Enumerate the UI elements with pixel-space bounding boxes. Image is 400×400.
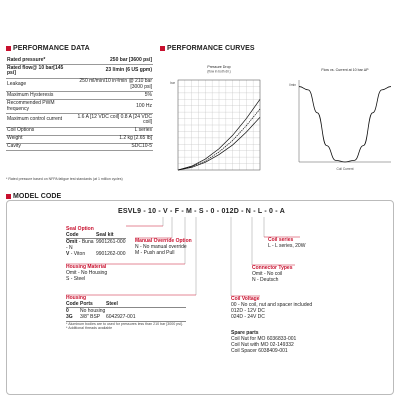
seal-code: V	[66, 251, 70, 257]
spare-parts-title: Spare parts	[231, 330, 259, 336]
housing-ports: No housing	[80, 308, 106, 314]
perf-value: 23 l/min (6 US gpm)	[71, 64, 153, 78]
spare-part-item: Coil Nut with MO 02-149332	[231, 342, 294, 348]
performance-data-title: PERFORMANCE DATA	[13, 45, 90, 52]
housing-code: 3G	[66, 314, 73, 320]
perf-label: Maximum Hysteresis	[6, 92, 71, 100]
housing-title: Housing	[66, 295, 86, 301]
housing-col-ports: Ports	[80, 301, 93, 307]
perf-label: Cavity	[6, 143, 71, 151]
connector-types-title: Connector Types	[252, 265, 293, 271]
perf-value: 1.6 A [12 VDC coil] 0.8 A [24 VDC coil]	[71, 113, 153, 127]
perf-label: Recommended PWM frequency	[6, 100, 71, 114]
housing-note: * Additional threads available	[66, 326, 113, 331]
performance-note: * Rated pressure based on NFPA fatigue test standards (at 1 million cycles)	[6, 177, 123, 181]
coil-voltage-item: 012D - 12V DC	[231, 308, 265, 314]
perf-value: SDC10-5	[71, 143, 153, 151]
housing-col-code: Code	[66, 301, 79, 307]
coil-voltage-item: 00 - No coil, nut and spacer included	[231, 302, 313, 308]
seal-kit: 9901262-000	[96, 251, 126, 257]
perf-label: Weight	[6, 135, 71, 143]
manual-override-item: M - Push and Pull	[135, 250, 175, 256]
housing-note: * Aluminum bodies are to used for pressures less than 210 bar [3000 psi].	[66, 321, 186, 326]
perf-value: 250 bar [3600 psi]	[71, 57, 153, 64]
housing-material-item: Omit - No Housing	[66, 270, 108, 276]
manual-override-title: Manual Override Option	[135, 238, 192, 244]
perf-value: 5%	[71, 92, 153, 100]
housing-material-item: S - Steel	[66, 276, 86, 282]
connector-type-item: N - Deutsch	[252, 277, 279, 283]
perf-value: 250 ml/min/10 in³/min @ 210 bar [3000 psi]	[71, 78, 153, 92]
perf-value: L series	[71, 127, 153, 135]
housing-steel: 6042927-001	[106, 314, 136, 320]
perf-label: Coil Options	[6, 127, 71, 135]
connector-type-item: Omit - No coil	[252, 271, 283, 277]
perf-label: Maximum control current	[6, 113, 71, 127]
housing-col-steel: Steel	[106, 301, 118, 307]
coil-voltage-item: 024D - 24V DC	[231, 314, 265, 320]
spare-part-item: Coil Spacer 6038409-001	[231, 348, 288, 354]
perf-label: Rated flow@ 10 bar[145 psi]	[6, 64, 71, 78]
seal-col-kit: Seal kit	[96, 232, 114, 238]
perf-value: 1.2 kg [2.65 lb]	[71, 135, 153, 143]
chart-title: Pressure Drop	[207, 65, 231, 69]
perf-label: Leakage	[6, 78, 71, 92]
manual-override-item: N - No manual override	[135, 244, 187, 250]
seal-code: Omit	[66, 239, 78, 245]
seal-desc: - Buna - N	[66, 239, 94, 251]
housing-ports: 3/8" BSP	[80, 314, 101, 320]
seal-col-code: Code	[66, 232, 79, 238]
coil-series-item: L - L series, 20W	[268, 243, 306, 249]
coil-series-title: Coil series	[268, 237, 294, 243]
perf-value: 100 Hz	[71, 100, 153, 114]
model-code-title: MODEL CODE	[13, 193, 62, 200]
seal-option-title: Seal Option	[66, 226, 94, 232]
housing-material-title: Housing Material	[66, 264, 107, 270]
y-axis-label: bar	[170, 81, 175, 85]
housing-code: 0	[66, 308, 69, 314]
y-axis-label: l/min	[289, 83, 296, 87]
perf-label: Rated pressure*	[6, 57, 71, 64]
model-code-string: ESVL9 - 10 - V - F - M - S - 0 - 012D - N - L - 0 - A	[118, 208, 285, 215]
seal-kit: 9901261-000	[96, 239, 126, 245]
chart-subtitle: (flow in both dir.)	[207, 69, 231, 74]
x-axis-label: Coil Current	[336, 167, 354, 171]
performance-curves-title: PERFORMANCE CURVES	[167, 45, 255, 52]
chart-title: Flow vs. Current at 10 bar ΔP	[321, 68, 369, 72]
seal-desc: - Viton	[70, 251, 86, 257]
coil-voltage-title: Coil Voltage	[231, 296, 260, 302]
spare-part-item: Coil Nut for MO 6036833-001	[231, 336, 297, 342]
model-code-frame	[6, 200, 394, 395]
